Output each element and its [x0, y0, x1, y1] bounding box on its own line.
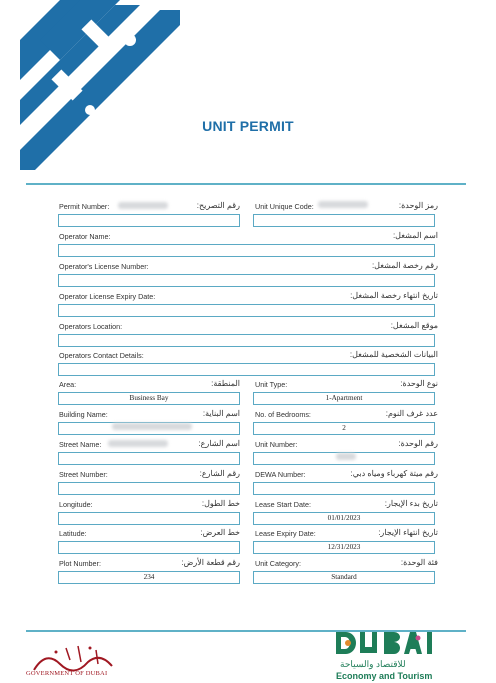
unit-number-label-ar: رقم الوحدة:: [398, 439, 438, 448]
operators-location-field: [58, 334, 435, 347]
unit-type-label: Unit Type:: [255, 380, 288, 389]
dewa-number-field: [253, 482, 435, 495]
permit-number-field: [58, 214, 240, 227]
operator-license-number-label: Operator's License Number:: [59, 262, 149, 271]
street-name-label: Street Name:: [59, 440, 102, 449]
building-name-label-ar: اسم البناية:: [202, 409, 240, 418]
operator-license-number-field: [58, 274, 435, 287]
unit-number-label: Unit Number:: [255, 440, 298, 449]
unit-unique-code-field: [253, 214, 435, 227]
street-number-label-ar: رقم الشارع:: [199, 469, 240, 478]
dewa-number-label: DEWA Number:: [255, 470, 306, 479]
redaction: [118, 202, 168, 209]
street-name-field: [58, 452, 240, 465]
operators-location-label-ar: موقع المشغل:: [390, 321, 438, 330]
unit-category-label: Unit Category:: [255, 559, 301, 568]
government-of-dubai-text: GOVERNMENT OF DUBAI: [26, 670, 108, 677]
operator-license-expiry-label-ar: تاريخ انتهاء رخصة المشغل:: [350, 291, 438, 300]
longitude-field: [58, 512, 240, 525]
street-number-field: [58, 482, 240, 495]
lease-expiry-date-label: Lease Expiry Date:: [255, 529, 316, 538]
header-divider: [26, 183, 466, 185]
redaction: [112, 423, 192, 430]
operator-license-expiry-field: [58, 304, 435, 317]
operators-contact-label-ar: البيانات الشخصية للمشغل:: [349, 350, 438, 359]
operator-license-expiry-label: Operator License Expiry Date:: [59, 292, 156, 301]
permit-number-label: Permit Number:: [59, 202, 110, 211]
dewa-number-label-ar: رقم ميتة كهرباء ومياه دبي:: [350, 469, 438, 478]
operators-contact-label: Operators Contact Details:: [59, 351, 144, 360]
no-of-bedrooms-field: 2: [253, 422, 435, 435]
unit-category-field: Standard: [253, 571, 435, 584]
area-label-ar: المنطقة:: [211, 379, 240, 388]
unit-type-label-ar: نوع الوحدة:: [400, 379, 438, 388]
permit-number-label-ar: رقم التصريح:: [196, 201, 240, 210]
street-name-label-ar: اسم الشارع:: [198, 439, 240, 448]
unit-unique-code-label-ar: رمز الوحدة:: [398, 201, 438, 210]
no-of-bedrooms-label-ar: عدد غرف النوم:: [385, 409, 438, 418]
plot-number-label: Plot Number:: [59, 559, 101, 568]
plot-number-label-ar: رقم قطعة الأرض:: [181, 558, 240, 567]
latitude-label: Latitude:: [59, 529, 87, 538]
unit-unique-code-label: Unit Unique Code:: [255, 202, 314, 211]
dubai-tourism-english-text: Economy and Tourism: [336, 671, 433, 681]
page-title: UNIT PERMIT: [202, 118, 294, 134]
area-field: Business Bay: [58, 392, 240, 405]
longitude-label: Longitude:: [59, 500, 93, 509]
redaction: [318, 201, 368, 208]
unit-type-field: 1-Apartment: [253, 392, 435, 405]
area-label: Area:: [59, 380, 77, 389]
operators-location-label: Operators Location:: [59, 322, 123, 331]
redaction: [336, 453, 356, 460]
dubai-tourism-arabic-text: للاقتصاد والسياحة: [340, 659, 406, 669]
longitude-label-ar: خط الطول:: [201, 499, 240, 508]
unit-category-label-ar: فئة الوحدة:: [400, 558, 438, 567]
building-name-label: Building Name:: [59, 410, 108, 419]
no-of-bedrooms-label: No. of Bedrooms:: [255, 410, 311, 419]
latitude-field: [58, 541, 240, 554]
lease-expiry-date-field: 12/31/2023: [253, 541, 435, 554]
operator-name-field: [58, 244, 435, 257]
operator-name-label: Operator Name:: [59, 232, 111, 241]
lease-expiry-date-label-ar: تاريخ انتهاء الإيجار:: [378, 528, 438, 537]
lease-start-date-field: 01/01/2023: [253, 512, 435, 525]
brand-logo-graphic: [20, 0, 180, 170]
redaction: [108, 440, 168, 447]
operators-contact-field: [58, 363, 435, 376]
street-number-label: Street Number:: [59, 470, 108, 479]
lease-start-date-label: Lease Start Date:: [255, 500, 311, 509]
operator-name-label-ar: اسم المشغل:: [392, 231, 438, 240]
latitude-label-ar: خط العرض:: [200, 528, 240, 537]
lease-start-date-label-ar: تاريخ بدء الإيجار:: [384, 499, 438, 508]
operator-license-number-label-ar: رقم رخصة المشغل:: [371, 261, 438, 270]
plot-number-field: 234: [58, 571, 240, 584]
